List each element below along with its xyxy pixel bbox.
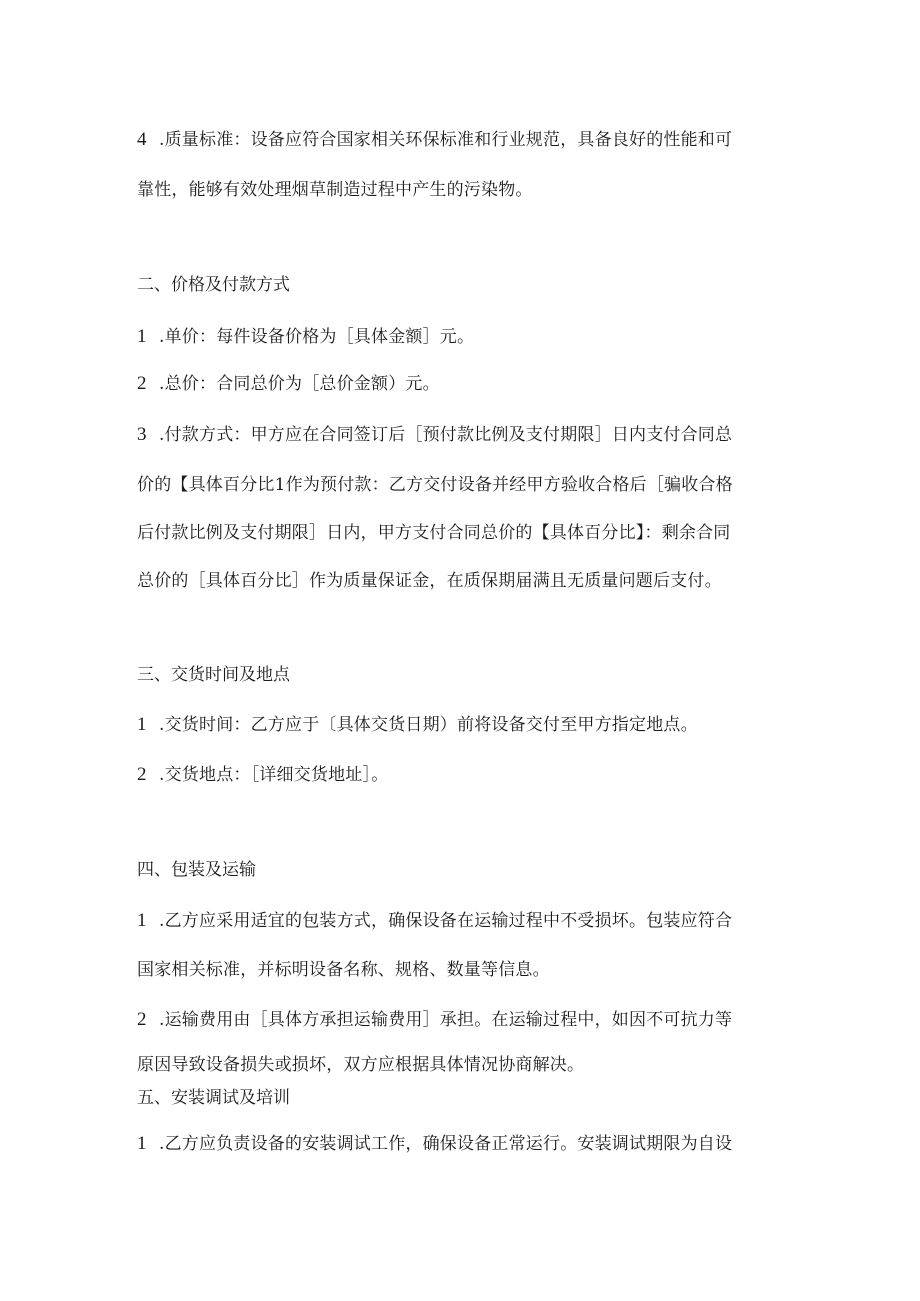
item-number: 2 bbox=[137, 373, 147, 394]
item-number: 1 bbox=[137, 910, 147, 931]
item-text: .交货时间：乙方应于〔具体交货日期）前将设备交付至甲方指定地点。 bbox=[159, 715, 698, 735]
item-text: .付款方式：甲方应在合同签订后［预付款比例及支付期限］日内支付合同总 bbox=[159, 425, 733, 445]
item-number: 1 bbox=[137, 326, 147, 347]
item-number: 1 bbox=[137, 714, 147, 735]
quality-standard-line-2: 靠性，能够有效处理烟草制造过程中产生的污染物。 bbox=[137, 180, 533, 200]
total-price-line bbox=[137, 373, 440, 395]
item-number: 2 bbox=[137, 1009, 147, 1030]
quality-standard-line-1 bbox=[137, 129, 732, 151]
packaging-line-1 bbox=[137, 910, 732, 932]
item-number: 3 bbox=[137, 424, 147, 445]
item-text: .乙方应负责设备的安装调试工作，确保设备正常运行。安装调试期限为自设 bbox=[159, 1134, 733, 1154]
packaging-line-2: 国家相关标准，并标明设备名称、规格、数量等信息。 bbox=[137, 960, 550, 980]
section-heading-delivery: 三、交货时间及地点 bbox=[137, 665, 290, 685]
section-heading-price-payment: 二、价格及付款方式 bbox=[137, 275, 290, 295]
item-text: .乙方应采用适宜的包装方式，确保设备在运输过程中不受损坏。包装应符合 bbox=[159, 911, 733, 931]
payment-method-line-3: 后付款比例及支付期限］日内，甲方支付合同总价的【具体百分比】：剩余合同 bbox=[137, 523, 731, 543]
unit-price-line bbox=[137, 326, 474, 348]
item-number: 2 bbox=[137, 764, 147, 785]
transport-line-1 bbox=[137, 1009, 732, 1031]
payment-method-line-2: 价的【具体百分比1作为预付款：乙方交付设备并经甲方验收合格后［骗收合格 bbox=[137, 475, 733, 495]
item-number: 1 bbox=[137, 1133, 147, 1154]
item-number: 4 bbox=[137, 129, 147, 150]
payment-method-line-4: 总价的［具体百分比］作为质量保证金，在质保期届满且无质量问题后支付。 bbox=[137, 571, 722, 591]
item-text: .运输费用由［具体方承担运输费用］承担。在运输过程中，如因不可抗力等 bbox=[159, 1010, 733, 1030]
item-text: .单价：每件设备价格为［具体金额］元。 bbox=[159, 327, 475, 347]
section-heading-packaging: 四、包装及运输 bbox=[137, 860, 256, 880]
delivery-time-line bbox=[137, 714, 698, 736]
item-text: .交货地点：［详细交货地址］。 bbox=[159, 765, 389, 785]
item-text: .质量标准：设备应符合国家相关环保标准和行业规范，具备良好的性能和可 bbox=[159, 130, 733, 150]
delivery-place-line bbox=[137, 764, 388, 786]
item-text: .总价：合同总价为［总价金额）元。 bbox=[159, 374, 440, 394]
installation-line-1 bbox=[137, 1133, 732, 1155]
transport-line-2: 原因导致设备损失或损坏，双方应根据具体情况协商解决。 bbox=[137, 1055, 585, 1075]
section-heading-installation: 五、安装调试及培训 bbox=[137, 1088, 290, 1108]
payment-method-line-1 bbox=[137, 424, 732, 446]
